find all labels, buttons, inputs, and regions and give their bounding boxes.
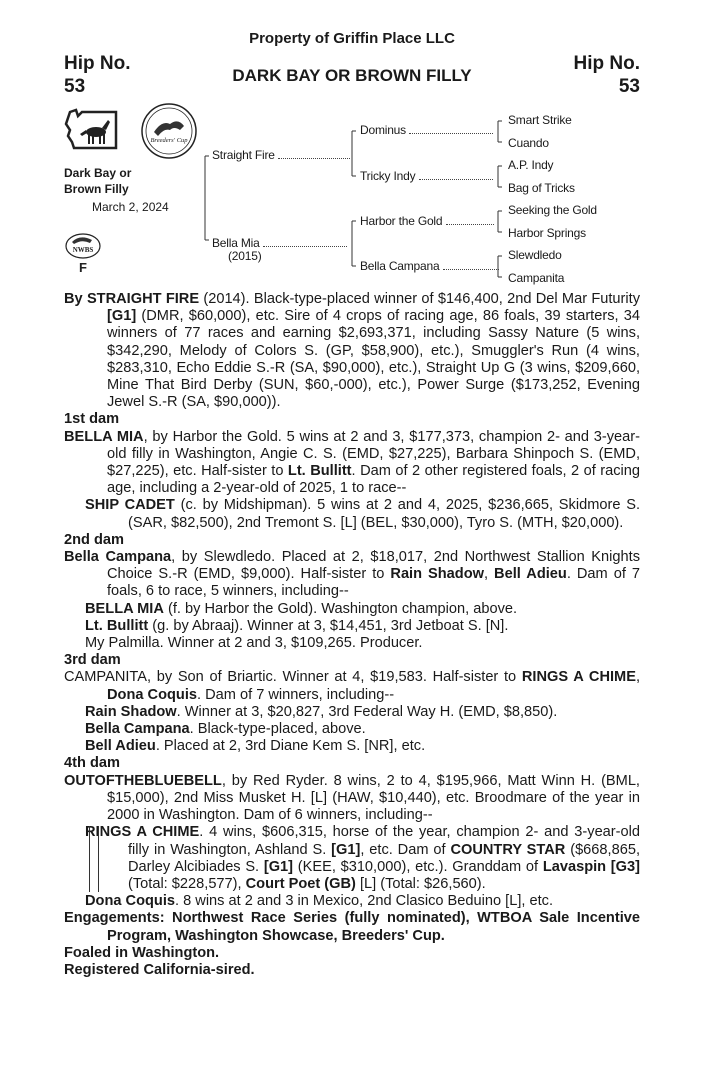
fourth-dam-paragraph: OUTOFTHEBLUEBELL, by Red Ryder. 8 wins, 2 to 4, $195,966, Matt Winn H. (BML, $15,000), 2nd Miss Musket H. [L] (HAW, $10,440), etc. Broodmare of the year in 2000 in Washington. Dam of 6 winners, including-- — [64, 772, 640, 824]
pedigree-dam-sire: Harbor the Gold — [360, 214, 494, 228]
third-dam-foal-2: Bella Campana. Black-type-placed, above. — [85, 721, 366, 738]
foaled-in: Foaled in Washington. — [64, 944, 220, 961]
second-dam-heading: 2nd dam — [64, 531, 125, 548]
svg-text:F: F — [79, 260, 87, 274]
pedigree-brackets — [0, 0, 704, 300]
hip-number: 53 — [64, 76, 86, 97]
pedigree-g5: Seeking the Gold — [508, 203, 597, 217]
third-dam-paragraph: CAMPANITA, by Son of Briartic. Winner at 4, $19,583. Half-sister to RINGS A CHIME, Dona Coquis. Dam of 7 winners, including-- — [64, 669, 640, 703]
third-dam-heading: 3rd dam — [64, 652, 121, 669]
registered: Registered California-sired. — [64, 961, 255, 978]
first-dam-paragraph: BELLA MIA, by Harbor the Gold. 5 wins at 2 and 3, $177,373, champion 2- and 3-year-old filly in Washington, Angie C. S. (EMD, $27,225), Barbara Shinpoch S. (EMD, $27,225), etc. Half-sister to Lt. Bullitt. Dam of 2 other registered foals, 2 of racing age, including a 2-year-old of 2025, 1 to race-- — [64, 428, 641, 497]
first-dam-foal: SHIP CADET (c. by Midshipman). 5 wins at 2 and 4, 2025, $236,665, Skidmore S. (SAR, $82,500), 2nd Tremont S. [L] (BEL, $30,000), Tyro S. (MTH, $20,000). — [85, 497, 641, 531]
color-line-1: Dark Bay or — [64, 166, 132, 180]
pedigree-dam: Bella Mia — [212, 236, 347, 250]
engagements: Engagements: Northwest Race Series (fully nominated), WTBOA Sale Incentive Program, Washington Showcase, Breeders' Cup. — [64, 910, 640, 944]
sire-paragraph: By STRAIGHT FIRE (2014). Black-type-placed winner of $146,400, 2nd Del Mar Futurity [G1] (DMR, $60,000), etc. Sire of 4 crops of racing age, 86 foals, 39 starters, 34 winners of 77 races and earning $2,693,371, including Sassy Nature (5 wins, $342,290, Melody of Colors S. (GP, $58,900), etc.), Smuggler's Run (4 wins, $283,310, Echo Eddie S.-R (SA, $90,000), etc.), Straight Up G (3 wins, $209,660, Mine That Bird Derby (SUN, $60,-000), etc.), Power Surge ($173,252, Evening Jewel S.-R (SA, $90,000)). — [64, 291, 640, 411]
fourth-dam-foal-1: RINGS A CHIME. 4 wins, $606,315, horse of the year, champion 2- and 3-year-old filly in Washington, Ashland S. [G1], etc. Dam of COUNTRY STAR ($668,865, Darley Alcibiades S. [G1] (KEE, $310,000), etc.). Granddam of Lavaspin [G3] (Total: $228,577), Court Poet (GB) [L] (Total: $26,560). — [85, 824, 640, 892]
fourth-dam-heading: 4th dam — [64, 755, 120, 772]
pedigree-g8: Campanita — [508, 271, 565, 285]
pedigree-g3: A.P. Indy — [508, 158, 554, 172]
first-dam-heading: 1st dam — [64, 411, 120, 428]
svg-text:NWBS: NWBS — [72, 246, 94, 254]
pedigree-g2: Cuando — [508, 136, 549, 150]
fourth-dam-foal-1-block — [64, 824, 640, 893]
second-dam-paragraph: Bella Campana, by Slewdledo. Placed at 2, $18,017, 2nd Northwest Stallion Knights Choice S.-R (EMD, $9,000). Half-sister to Rain Shadow, Bell Adieu. Dam of 7 foals, 6 to race, 5 winners, including-- — [64, 549, 641, 600]
pedigree-sire: Straight Fire — [212, 148, 350, 162]
svg-text:Breeders' Cup: Breeders' Cup — [150, 137, 188, 144]
second-dam-foal-2: Lt. Bullitt (g. by Abraaj). Winner at 3, $14,451, 3rd Jetboat S. [N]. — [85, 617, 509, 634]
pedigree-sire-dam: Tricky Indy — [360, 169, 493, 183]
foaling-date: March 2, 2024 — [92, 200, 169, 214]
pedigree-g7: Slewdledo — [508, 248, 562, 262]
third-dam-foal-3: Bell Adieu. Placed at 2, 3rd Diane Kem S. [NR], etc. — [85, 738, 426, 755]
second-dam-foal-1: BELLA MIA (f. by Harbor the Gold). Washington champion, above. — [85, 600, 518, 617]
pedigree-dam-dam: Bella Campana — [360, 259, 499, 273]
pedigree-g6: Harbor Springs — [508, 226, 586, 240]
color-line-2: Brown Filly — [64, 182, 129, 196]
consignor-name: Property of Griffin Place LLC — [249, 30, 455, 47]
pedigree-g1: Smart Strike — [508, 113, 572, 127]
pedigree-g4: Bag of Tricks — [508, 181, 575, 195]
second-dam-foal-3: My Palmilla. Winner at 2 and 3, $109,265. Producer. — [85, 635, 423, 652]
produce-bar — [89, 826, 99, 892]
hip-label: Hip No. — [64, 53, 131, 74]
catalogue-body — [64, 291, 640, 979]
sex-color-title: DARK BAY OR BROWN FILLY — [232, 66, 472, 85]
pedigree-sire-sire: Dominus — [360, 123, 493, 137]
fourth-dam-foal-2: Dona Coquis. 8 wins at 2 and 3 in Mexico, 2nd Clasico Beduino [L], etc. — [85, 893, 554, 910]
hip-label: Hip No. — [573, 53, 640, 74]
hip-number: 53 — [618, 76, 640, 97]
pedigree-dam-year: (2015) — [228, 249, 262, 263]
third-dam-foal-1: Rain Shadow. Winner at 3, $20,827, 3rd Federal Way H. (EMD, $8,850). — [85, 703, 558, 720]
